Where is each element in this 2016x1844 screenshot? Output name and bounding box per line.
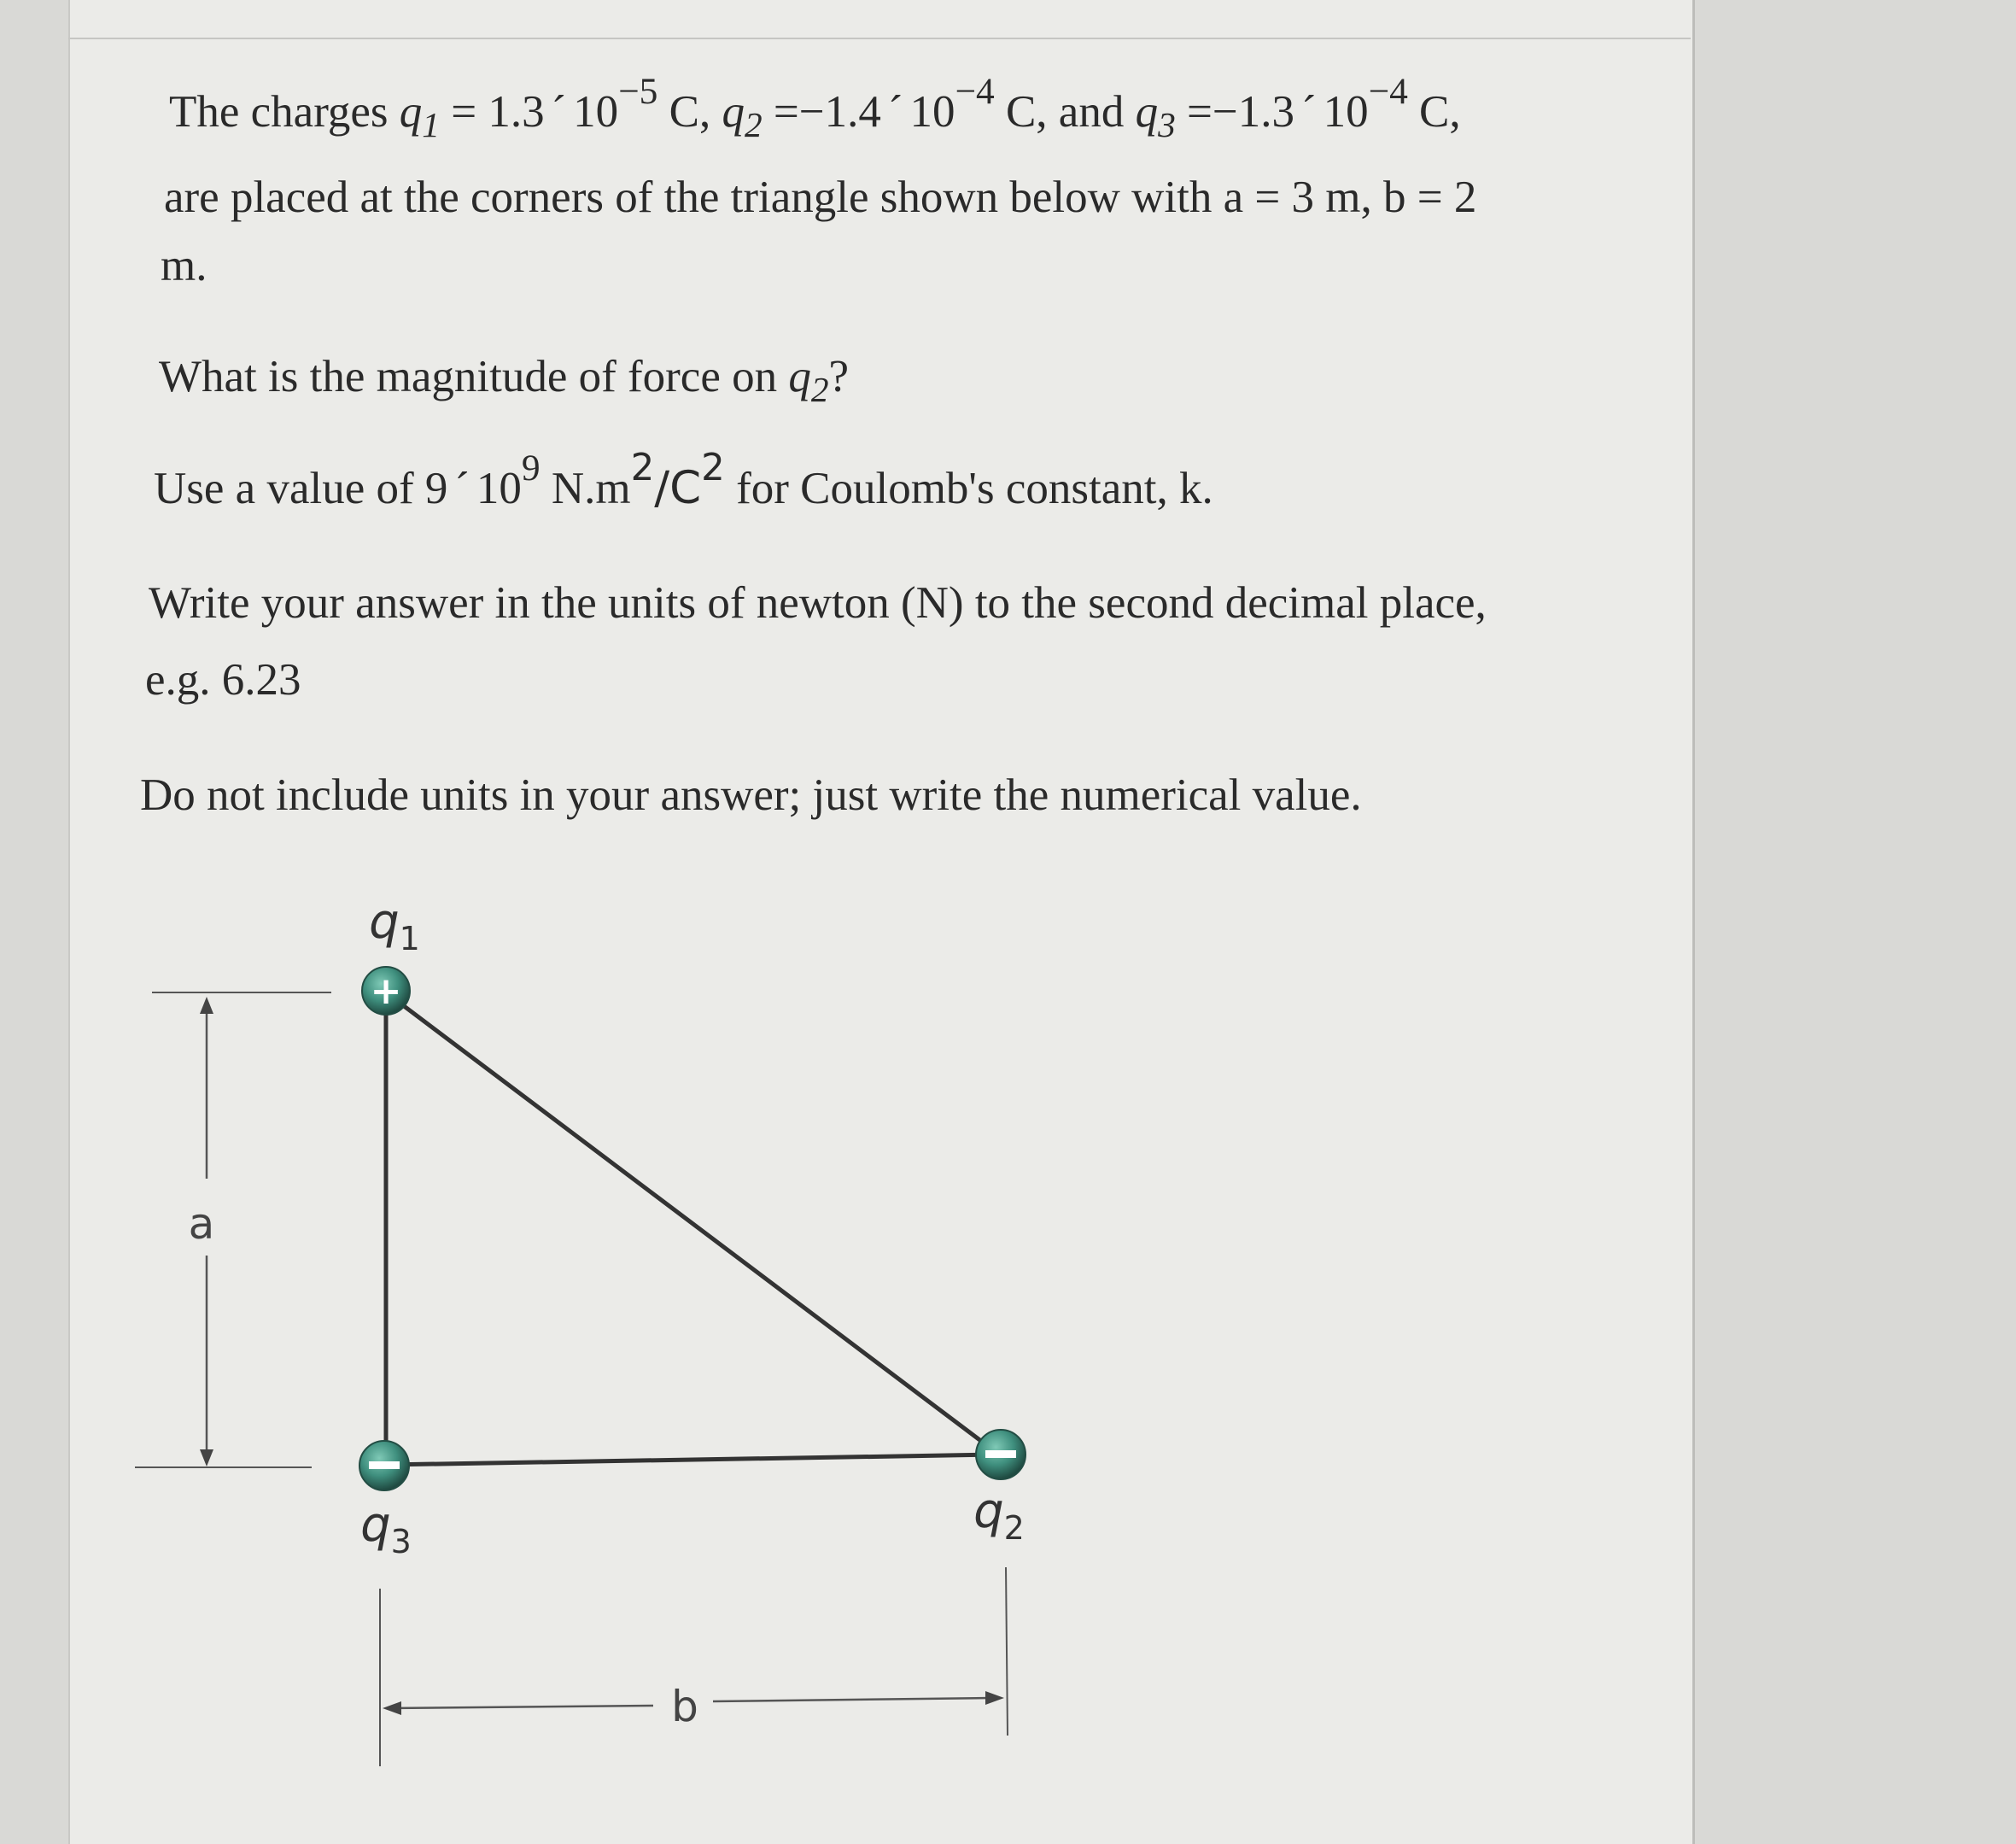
b-right-extension-line <box>1006 1567 1008 1736</box>
plus-icon: + <box>370 969 402 1013</box>
question-line: What is the magnitude of force on $q_2$? <box>159 352 850 409</box>
side-b <box>386 1455 999 1465</box>
b-arrow-left-icon <box>383 1701 401 1715</box>
q2-label: $q_2$ <box>973 1484 1025 1547</box>
problem-line-1: The charges $q_1 = 1.3$ ´ $10^{-5}$ C, $q_2 =-1.4$ ´ $10^{-4}$ C, and $q_3 =-1.3$ ´ $10^{-4}$ C, <box>169 71 1461 144</box>
constant-line: Use a value of 9 ´ $10^9$ $N.m^2/C^2$ for Coulomb's constant, k. <box>154 447 1213 514</box>
problem-line-2: are placed at the corners of the triangle shown below with a = 3 m, b = 2 <box>164 173 1477 222</box>
instruction-line-2: e.g. 6.23 <box>145 655 301 705</box>
a-arrow-up-icon <box>200 997 213 1014</box>
instruction-line-1: Write your answer in the units of newton (N) to the second decimal place, <box>149 578 1487 628</box>
b-arrow-right-icon <box>985 1691 1004 1705</box>
b-dimension-right <box>713 1698 990 1701</box>
q1-label: $q_1$ <box>369 894 420 957</box>
problem-line-3: m. <box>161 241 207 290</box>
q3-label: $q_3$ <box>360 1497 412 1560</box>
b-dimension-left <box>389 1706 653 1708</box>
minus-icon <box>369 1461 400 1469</box>
instruction-line-3: Do not include units in your answer; just write the numerical value. <box>140 770 1362 820</box>
panel-divider <box>68 38 1691 39</box>
minus-icon <box>985 1450 1016 1458</box>
b-label: b <box>671 1682 698 1731</box>
triangle-diagram <box>120 888 1144 1794</box>
a-arrow-down-icon <box>200 1449 213 1466</box>
hypotenuse <box>386 992 999 1455</box>
a-label: a <box>188 1199 215 1249</box>
